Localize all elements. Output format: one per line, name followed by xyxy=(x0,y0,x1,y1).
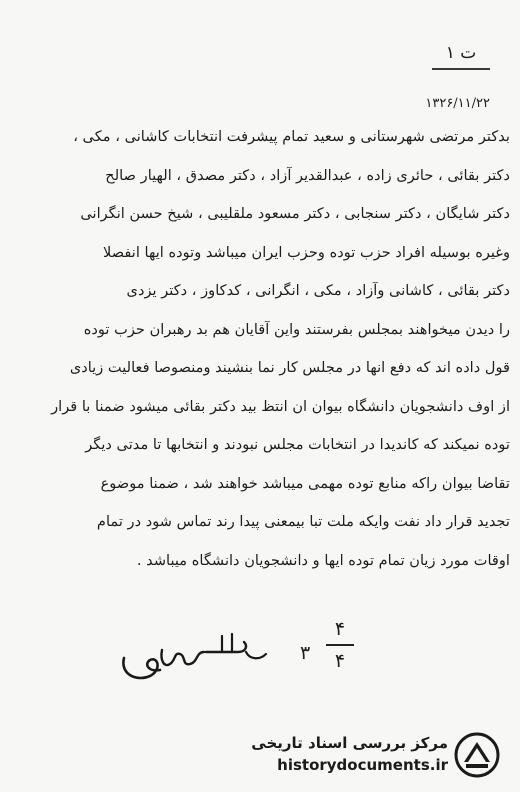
fraction-denominator: ۴ xyxy=(334,650,346,672)
document-date: ۱۳۲۶/۱۱/۲۲ xyxy=(425,96,490,111)
signature-icon xyxy=(110,612,310,692)
fraction-numerator: ۴ xyxy=(334,618,346,640)
page-mark xyxy=(432,38,490,70)
body-line: وغیره بوسیله افراد حزب توده وحزب ایران میباشد وتوده ایها انفصلا xyxy=(103,243,510,261)
body-line: دکتر بقائی ، حائری زاده ، عبدالقدیر آزاد ، دکتر مصدق ، الهیار صالح xyxy=(105,166,510,184)
watermark-title: مرکز بررسی اسناد تاریخی xyxy=(251,734,448,752)
archive-watermark xyxy=(230,730,500,782)
body-line: دکتر شایگان ، دکتر سنجابی ، دکتر مسعود ملقلیبی ، شیخ حسن انگرانی xyxy=(80,205,510,222)
body-line: تقاضا بیوان راکه منابع توده مهمی میباشد خواهند شد ، ضمنا موضوع xyxy=(100,474,510,492)
watermark-url: historydocuments.ir xyxy=(277,756,448,774)
body-line: قول داده اند که دفع انها در مجلس کار نما بنشیند ومنصوصا فعالیت زیادی xyxy=(69,359,510,376)
side-number: ۳ xyxy=(300,642,311,664)
letter-body xyxy=(12,118,510,580)
body-line: بدکتر مرتضی شهرستانی و سعید تمام پیشرفت انتخابات کاشانی ، مکی ، xyxy=(73,128,510,145)
fraction-bar xyxy=(326,644,354,646)
archive-logo-icon xyxy=(454,732,500,778)
page-fraction xyxy=(322,616,358,678)
body-line: توده نمیکند که کاندیدا در انتخابات مجلس نبودند و انتخابها تا مدتی دیگر xyxy=(85,436,510,453)
body-line: را دیدن میخواهند بمجلس بفرستند واین آقایان هم بد رهبران حزب توده xyxy=(83,320,510,338)
body-line: اوقات مورد زیان تمام توده ایها و دانشجویان دانشگاه میباشد . xyxy=(136,551,510,569)
page-mark-text: ت ۱ xyxy=(445,43,477,63)
body-line: از اوف دانشجویان دانشگاه بیوان ان انتظ بید دکتر بقائی میشود ضمنا با قرار xyxy=(51,397,510,415)
body-line: دکتر بقائی ، کاشانی وآزاد ، مکی ، انگرانی ، کدکاوز ، دکتر یزدی xyxy=(126,282,510,299)
body-line: تجدید قرار داد نفت وایکه ملت تبا بیمعنی پیدا رند تماس شود در تمام xyxy=(96,513,510,530)
